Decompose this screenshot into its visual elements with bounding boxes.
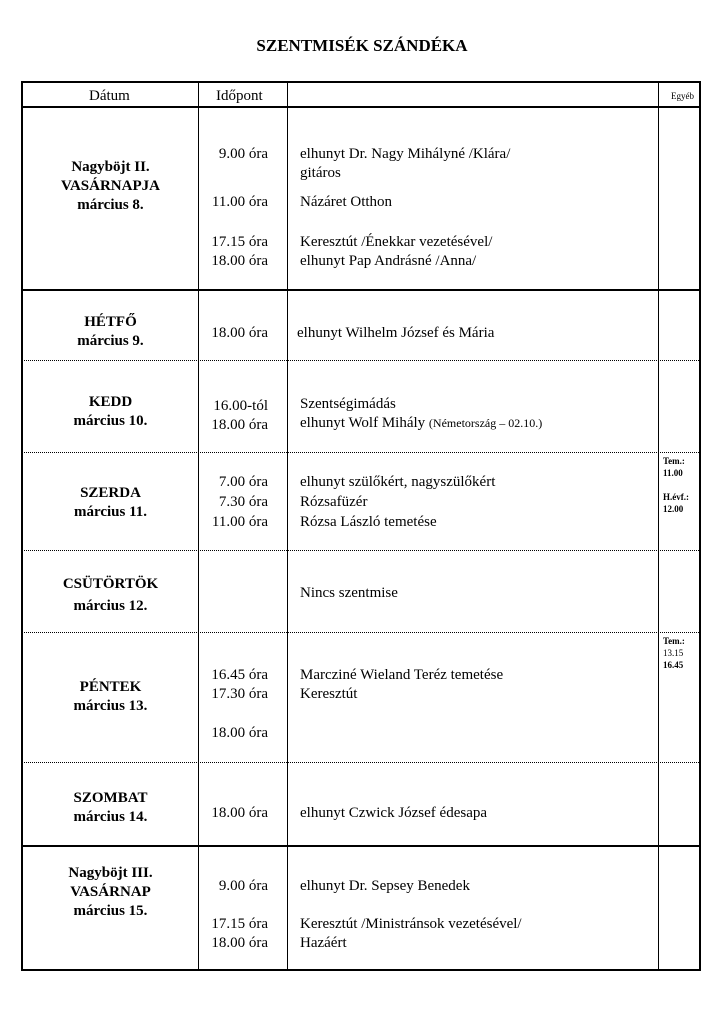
- mass-time: 18.00 óra: [211, 935, 268, 951]
- day-cell: Nagyböjt II. VASÁRNAPJA március 8.: [61, 159, 160, 213]
- column-divider: [287, 81, 288, 971]
- row-divider: [21, 360, 701, 361]
- mass-time: 16.45 óra: [211, 667, 268, 683]
- mass-time: 18.00 óra: [211, 417, 268, 433]
- intention-text: Keresztút: [300, 686, 358, 702]
- intention-text: elhunyt Dr. Nagy Mihályné /Klára/: [300, 146, 511, 162]
- mass-time: 16.00-tól: [213, 398, 268, 414]
- intention-text: Keresztút /Ministránsok vezetésével/: [300, 916, 522, 932]
- day-cell: HÉTFŐ március 9.: [77, 314, 144, 349]
- mass-time: 11.00 óra: [211, 514, 268, 530]
- mass-time: 7.30 óra: [218, 494, 268, 510]
- row-divider: [21, 550, 701, 551]
- row-divider: [21, 762, 701, 763]
- day-cell: SZERDA március 11.: [73, 485, 148, 520]
- mass-time: 17.15 óra: [211, 916, 268, 932]
- intention-text: elhunyt Wilhelm József és Mária: [297, 325, 495, 341]
- header-divider: [21, 106, 701, 108]
- header-time: Időpont: [216, 88, 263, 104]
- intention-note: (Németország – 02.10.): [428, 416, 543, 430]
- row-divider: [21, 289, 701, 291]
- intention-text: Rózsafüzér: [300, 494, 368, 510]
- row-divider: [21, 845, 701, 847]
- mass-time: 18.00 óra: [211, 325, 268, 341]
- mass-time: 11.00 óra: [211, 194, 268, 210]
- intention-text: Szentségimádás: [300, 396, 396, 412]
- mass-time: 7.00 óra: [218, 474, 268, 490]
- intention-text: elhunyt szülőkért, nagyszülőkért: [300, 474, 496, 490]
- intention-text: Marcziné Wieland Teréz temetése: [300, 667, 504, 683]
- day-cell: SZOMBAT március 14.: [73, 790, 148, 825]
- day-cell: Nagyböjt III. VASÁRNAP március 15.: [68, 865, 153, 919]
- intention-text: Nincs szentmise: [300, 585, 398, 601]
- row-divider: [21, 452, 701, 453]
- page-title: SZENTMISÉK SZÁNDÉKA: [256, 36, 468, 55]
- intention-text: Keresztút /Énekkar vezetésével/: [300, 234, 493, 250]
- mass-time: 18.00 óra: [211, 725, 268, 741]
- day-cell: KEDD március 10.: [73, 394, 148, 429]
- intention-text: gitáros: [300, 165, 341, 181]
- other-note: Tem.: 11.00 H.évf.: 12.00: [663, 456, 689, 514]
- intention-text: Názáret Otthon: [300, 194, 393, 210]
- mass-time: 18.00 óra: [211, 805, 268, 821]
- header-date: Dátum: [89, 88, 130, 104]
- row-divider: [21, 632, 701, 633]
- intention-text: elhunyt Pap Andrásné /Anna/: [300, 253, 477, 269]
- intention-text: Rózsa László temetése: [300, 514, 437, 530]
- intention-text: elhunyt Dr. Sepsey Benedek: [300, 878, 470, 894]
- mass-time: 9.00 óra: [218, 146, 268, 162]
- day-cell: CSÜTÖRTÖK március 12.: [62, 576, 159, 614]
- intention-text: elhunyt Czwick József édesapa: [300, 805, 488, 821]
- intention-text: elhunyt Wolf Mihály (Németország – 02.10.): [300, 415, 543, 431]
- column-divider: [658, 81, 659, 971]
- header-other: Egyéb: [671, 91, 694, 101]
- other-note: Tem.: 13.15 16.45: [663, 636, 685, 670]
- intention-text: Hazáért: [300, 935, 347, 951]
- mass-time: 9.00 óra: [218, 878, 268, 894]
- mass-time: 18.00 óra: [211, 253, 268, 269]
- day-cell: PÉNTEK március 13.: [73, 679, 148, 714]
- mass-time: 17.15 óra: [211, 234, 268, 250]
- mass-time: 17.30 óra: [211, 686, 268, 702]
